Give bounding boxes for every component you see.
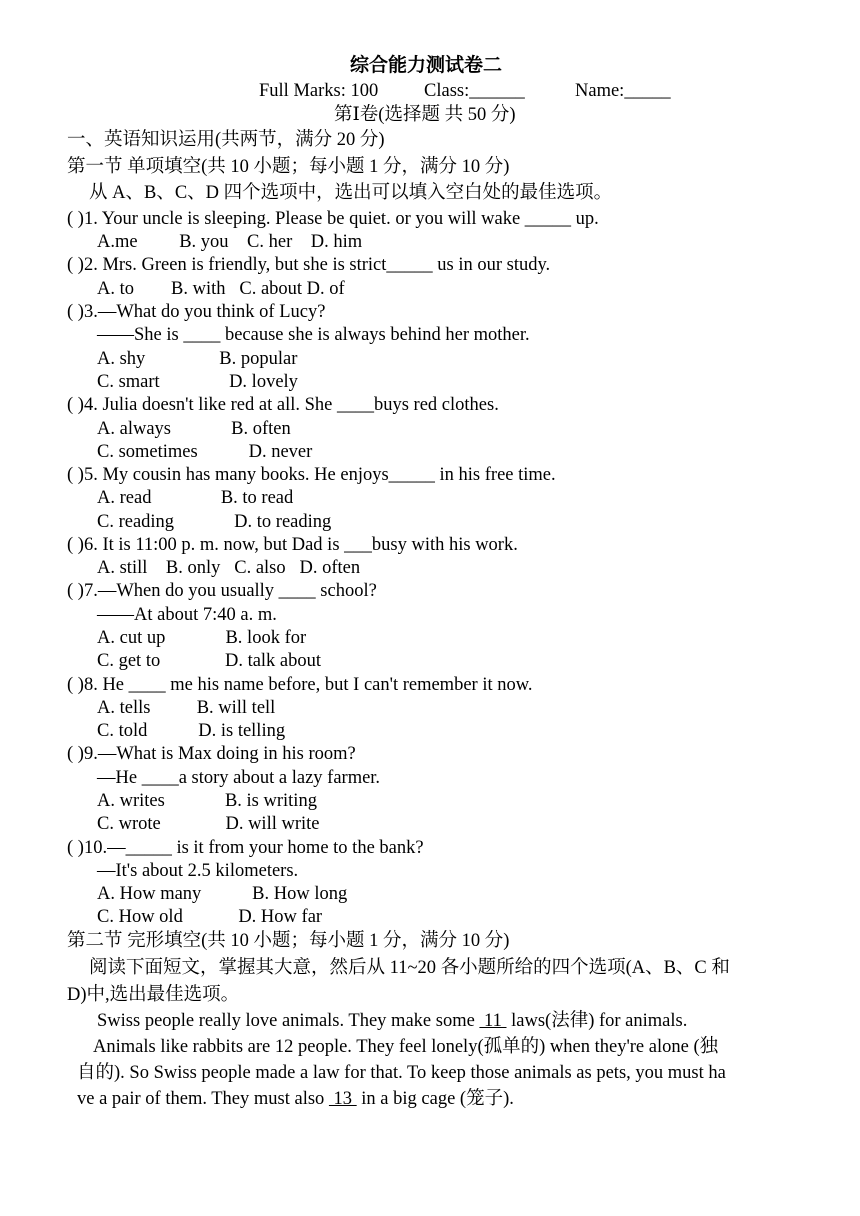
passage-text: Swiss people really love animals. They make some — [97, 1011, 480, 1031]
passage-text: in a big cage (笼子). — [356, 1089, 514, 1109]
q3-options-cd: C. smart D. lovely — [97, 372, 298, 392]
q7-options-ab: A. cut up B. look for — [97, 628, 307, 648]
q3-answer: ——She is ____ because she is always behind her mother. — [97, 325, 530, 345]
q3-options-ab: A. shy B. popular — [97, 349, 298, 369]
q7-answer: ——At about 7:40 a. m. — [97, 605, 277, 625]
q5-options-cd: C. reading D. to reading — [97, 512, 332, 532]
passage-text: laws(法律) for animals. — [506, 1011, 688, 1031]
passage-line-2: Animals like rabbits are 12 people. They feel lonely(孤单的) when they're alone (独 — [93, 1037, 719, 1057]
q9-options-cd: C. wrote D. will write — [97, 814, 320, 834]
q8-options-ab: A. tells B. will tell — [97, 698, 276, 718]
cloze-blank-11: 11 — [479, 1011, 507, 1031]
q4-options-cd: C. sometimes D. never — [97, 442, 313, 462]
section2-heading: 第二节 完形填空(共 10 小题；每小题 1 分，满分 10 分) — [67, 931, 510, 951]
part1-heading: 一、英语知识运用(共两节，满分 20 分) — [67, 130, 385, 150]
full-marks: Full Marks: 100 — [259, 81, 379, 101]
q9-stem: ( )9.—What is Max doing in his room? — [67, 744, 356, 764]
passage-line-1 — [97, 1010, 687, 1033]
q8-stem: ( )8. He ____ me his name before, but I can't remember it now. — [67, 675, 533, 695]
q4-options-ab: A. always B. often — [97, 419, 291, 439]
q6-stem: ( )6. It is 11:00 p. m. now, but Dad is ___busy with his work. — [67, 535, 518, 555]
q5-stem: ( )5. My cousin has many books. He enjoys_____ in his free time. — [67, 465, 556, 485]
q2-stem: ( )2. Mrs. Green is friendly, but she is strict_____ us in our study. — [67, 255, 551, 275]
name-label-text: Name: — [575, 81, 625, 101]
q8-options-cd: C. told D. is telling — [97, 721, 286, 741]
class-label — [424, 80, 525, 103]
volume-heading: 第Ⅰ卷(选择题 共 50 分) — [334, 105, 516, 125]
passage-line-4 — [77, 1088, 514, 1111]
page-title: 综合能力测试卷二 — [350, 55, 503, 76]
class-blank: ______ — [469, 81, 525, 101]
name-label — [575, 80, 671, 103]
q1-stem: ( )1. Your uncle is sleeping. Please be quiet. or you will wake _____ up. — [67, 209, 599, 229]
q7-options-cd: C. get to D. talk about — [97, 651, 322, 671]
section1-instruction: 从 A、B、C、D 四个选项中，选出可以填入空白处的最佳选项。 — [89, 183, 613, 203]
class-label-text: Class: — [424, 81, 470, 101]
q4-stem: ( )4. Julia doesn't like red at all. She ____buys red clothes. — [67, 395, 499, 415]
q1-options: A.me B. you C. her D. him — [97, 232, 363, 252]
passage-line-3: 自的). So Swiss people made a law for that. To keep those animals as pets, you must ha — [77, 1063, 726, 1083]
q7-stem: ( )7.—When do you usually ____ school? — [67, 581, 377, 601]
q10-options-cd: C. How old D. How far — [97, 907, 323, 927]
section2-instruction-2: D)中,选出最佳选项。 — [67, 985, 240, 1005]
q10-options-ab: A. How many B. How long — [97, 884, 348, 904]
q10-stem: ( )10.—_____ is it from your home to the bank? — [67, 838, 424, 858]
q2-options: A. to B. with C. about D. of — [97, 279, 345, 299]
q3-stem: ( )3.—What do you think of Lucy? — [67, 302, 326, 322]
section1-heading: 第一节 单项填空(共 10 小题；每小题 1 分，满分 10 分) — [67, 157, 510, 177]
section2-instruction-1: 阅读下面短文，掌握其大意，然后从 11~20 各小题所给的四个选项(A、B、C 和 — [89, 958, 730, 978]
passage-text: ve a pair of them. They must also — [77, 1089, 329, 1109]
name-blank: _____ — [624, 81, 671, 101]
q9-options-ab: A. writes B. is writing — [97, 791, 317, 811]
q5-options-ab: A. read B. to read — [97, 488, 294, 508]
cloze-blank-13: 13 — [328, 1089, 357, 1109]
q10-answer: —It's about 2.5 kilometers. — [97, 861, 299, 881]
q9-answer: —He ____a story about a lazy farmer. — [97, 768, 381, 788]
q6-options: A. still B. only C. also D. often — [97, 558, 361, 578]
